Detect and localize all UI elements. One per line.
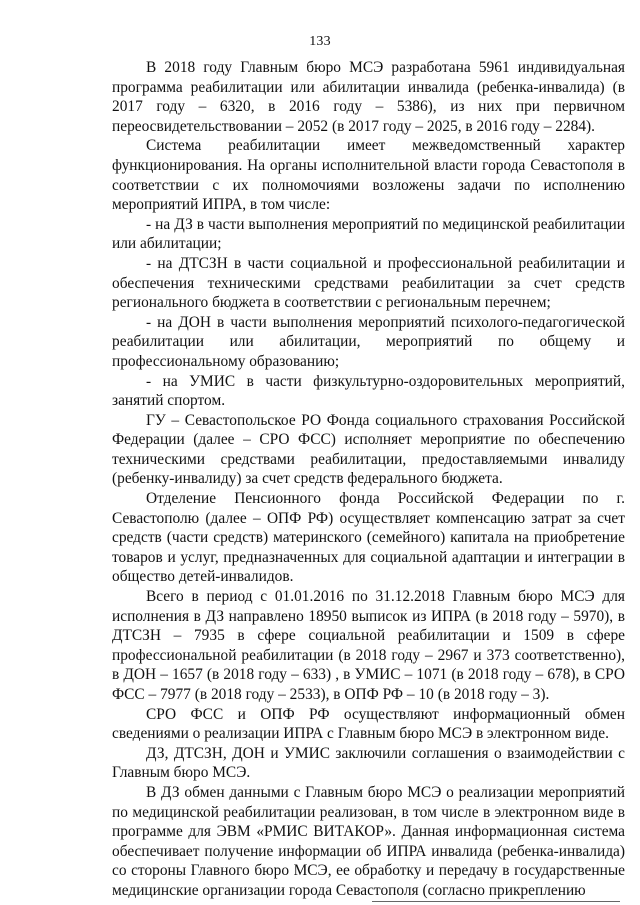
list-item-don: - на ДОН в части выполнения мероприятий психолого-педагогической реабилитации или абилитации, мероприятий по общему и профессиональному образованию;	[112, 313, 625, 370]
list-item-dtszn: - на ДТСЗН в части социальной и профессиональной реабилитации и обеспечения техническими средствами реабилитации за счет средств регионального бюджета в соответствии с региональным перечнем;	[112, 254, 625, 312]
body-text	[112, 58, 625, 901]
paragraph-sro-fss: ГУ – Севастопольское РО Фонда социального страхования Российской Федерации (далее – СРО ФСС) исполняет мероприятие по обеспечению техническими средствами реабилитации, предоставляемыми инвалиду (ребенку-инвалиду) за счет средств федерального бюджета.	[112, 411, 625, 488]
paragraph-opf-rf: Отделение Пенсионного фонда Российской Федерации по г. Севастополю (далее – ОПФ РФ) осуществляет компенсацию затрат за счет средств (части средств) материнского (семейного) капитала на приобретение товаров и услуг, предназначенных для социальной адаптации и интеграции в общество детей-инвалидов.	[112, 490, 625, 586]
paragraph-statistics: Всего в период с 01.01.2016 по 31.12.2018 Главным бюро МСЭ для исполнения в ДЗ направлено 18950 выписок из ИПРА (в 2018 году – 5970), в ДТСЗН – 7935 в сфере социальной реабилитации и 1509 в сфере профессиональной реабилитации (в 2018 году – 2967 и 373 соответственно), в ДОН – 1657 (в 2018 году – 633) , в УМИС – 1071 (в 2018 году – 678), в СРО ФСС – 7977 (в 2018 году – 2533), в ОПФ РФ – 10 (в 2018 году – 3).	[112, 588, 625, 703]
paragraph-rehab-system: Система реабилитации имеет межведомственный характер функционирования. На органы исполнительной власти города Севастополя в соответствии с их полномочиями возложены задачи по исполнению мероприятий ИПРА, в том числе:	[112, 137, 625, 214]
footer-divider	[372, 901, 620, 902]
paragraph-info-exchange: СРО ФСС и ОПФ РФ осуществляют информационный обмен сведениями о реализации ИПРА с Главным бюро МСЭ в электронном виде.	[112, 705, 625, 743]
paragraph-dz-exchange: В ДЗ обмен данными с Главным бюро МСЭ о реализации мероприятий по медицинской реабилитации реализован, в том числе в электронном виде в программе для ЭВМ «РМИС ВИТАКОР». Данная информационная система обеспечивает получение информации об ИПРА инвалида (ребенка-инвалида) со стороны Главного бюро МСЭ, ее обработку и передачу в государственные медицинские организации города Севастополя (согласно прикреплению	[112, 783, 625, 899]
list-item-umis: - на УМИС в части физкультурно-оздоровительных мероприятий, занятий спортом.	[112, 372, 625, 410]
paragraph-ipra-count: В 2018 году Главным бюро МСЭ разработана 5961 индивидуальная программа реабилитации или абилитации инвалида (ребенка-инвалида) (в 2017 году – 6320, в 2016 году – 5386), из них при первичном переосвидетельствовании – 2052 (в 2017 году – 2025, в 2016 году – 2284).	[112, 59, 625, 135]
list-item-dz: - на ДЗ в части выполнения мероприятий по медицинской реабилитации или абилитации;	[112, 215, 625, 253]
paragraph-agreements: ДЗ, ДТСЗН, ДОН и УМИС заключили соглашения о взаимодействии с Главным бюро МСЭ.	[112, 744, 625, 782]
page-number: 133	[309, 34, 331, 49]
